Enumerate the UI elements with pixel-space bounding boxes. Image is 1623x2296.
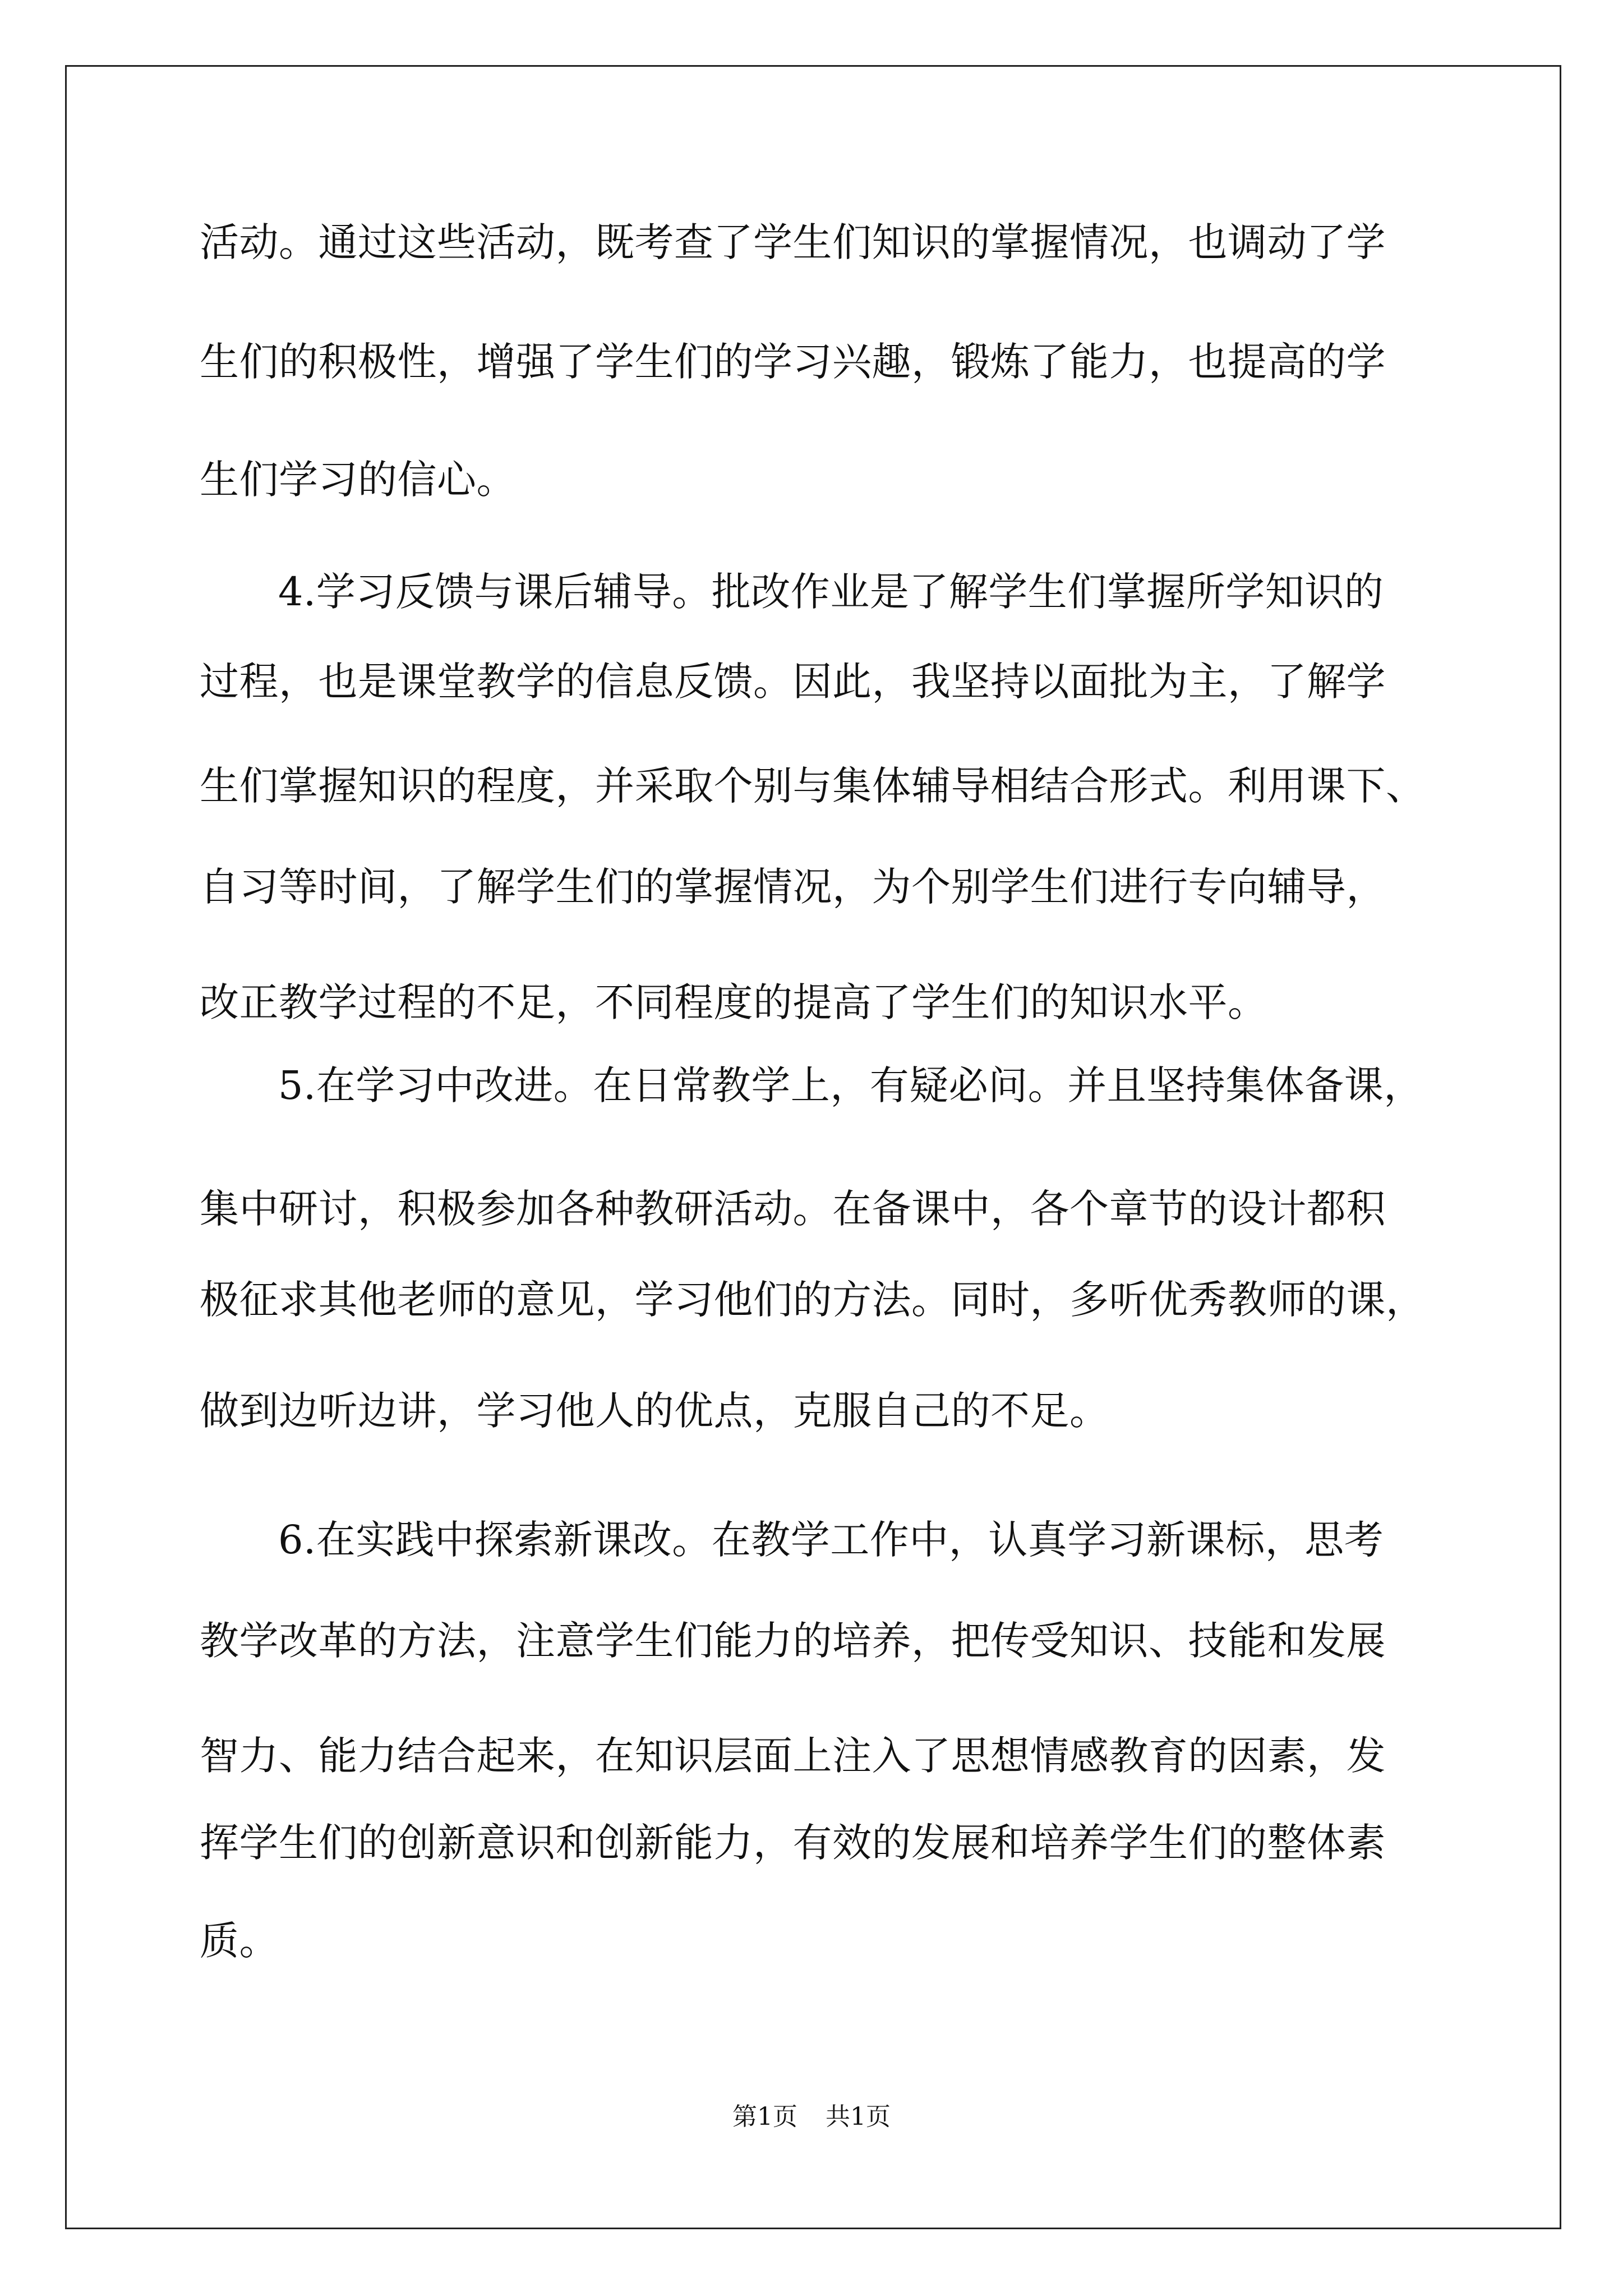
paragraph-4-line-4: 挥学生们的创新意识和创新能力，有效的发展和培养学生们的整体素 (200, 1820, 1386, 1866)
paragraph-2-line-3: 生们掌握知识的程度，并采取个别与集体辅导相结合形式。利用课下、 (200, 763, 1426, 809)
page-border (65, 65, 1561, 2229)
paragraph-3-line-3: 极征求其他老师的意见，学习他们的方法。同时，多听优秀教师的课， (200, 1277, 1426, 1323)
page-footer (0, 2100, 1623, 2134)
paragraph-4-line-2: 教学改革的方法，注意学生们能力的培养，把传受知识、技能和发展 (200, 1618, 1386, 1664)
paragraph-4-line-1: 6.在实践中探索新课改。在教学工作中，认真学习新课标，思考 (278, 1517, 1384, 1563)
paragraph-1-line-2: 生们的积极性，增强了学生们的学习兴趣，锻炼了能力，也提高的学 (200, 339, 1386, 385)
paragraph-1-line-1: 活动。通过这些活动，既考查了学生们知识的掌握情况，也调动了学 (200, 219, 1386, 265)
paragraph-3-line-2: 集中研讨，积极参加各种教研活动。在备课中，各个章节的设计都积 (200, 1186, 1386, 1232)
paragraph-2-line-5: 改正教学过程的不足，不同程度的提高了学生们的知识水平。 (200, 979, 1267, 1025)
page-number-current: 第1页 (732, 2102, 797, 2131)
paragraph-1-line-3: 生们学习的信心。 (200, 457, 516, 503)
paragraph-3-line-4: 做到边听边讲，学习他人的优点，克服自己的不足。 (200, 1388, 1109, 1434)
page-number-total: 共1页 (826, 2102, 891, 2131)
paragraph-4-line-3: 智力、能力结合起来，在知识层面上注入了思想情感教育的因素，发 (200, 1733, 1386, 1779)
paragraph-2-line-2: 过程，也是课堂教学的信息反馈。因此，我坚持以面批为主，了解学 (200, 659, 1386, 705)
paragraph-2-line-1: 4.学习反馈与课后辅导。批改作业是了解学生们掌握所学知识的 (278, 569, 1384, 615)
paragraph-2-line-4: 自习等时间，了解学生们的掌握情况，为个别学生们进行专向辅导， (200, 864, 1386, 910)
paragraph-3-line-1: 5.在学习中改进。在日常教学上，有疑必问。并且坚持集体备课， (278, 1062, 1423, 1108)
paragraph-4-line-5: 质。 (200, 1918, 279, 1964)
